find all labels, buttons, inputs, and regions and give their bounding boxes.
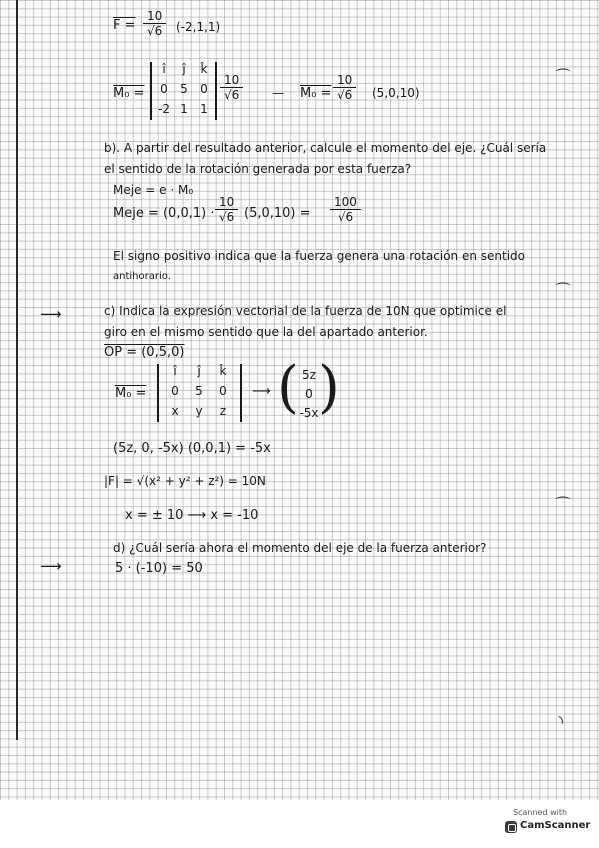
- m-cell: 1: [200, 102, 208, 116]
- c-cell: 0: [219, 384, 227, 398]
- part-c-op: OP = (0,5,0): [104, 345, 185, 360]
- moment-matrix: [154, 62, 214, 116]
- moment-result-den: √6: [333, 87, 356, 102]
- part-c-norm: |F| = √(x² + y² + z²) = 10N: [104, 474, 266, 488]
- c-cell: î: [173, 364, 177, 378]
- camscanner-text: CamScanner: [520, 820, 591, 831]
- part-c-dot-product: (5z, 0, -5x) (0,0,1) = -5x: [113, 441, 271, 456]
- moment-dash: —: [272, 86, 284, 100]
- force-vector: (-2,1,1): [176, 20, 221, 34]
- col-entry: -5x: [299, 406, 319, 420]
- c-cell: y: [195, 404, 203, 418]
- moment-result-fraction: [333, 73, 356, 102]
- scanned-with-text: Scanned with: [513, 808, 568, 817]
- det-left-bar: [150, 62, 152, 120]
- m-cell: ĵ: [182, 62, 186, 76]
- c-cell: x: [171, 404, 179, 418]
- m-cell: k̂: [200, 62, 208, 76]
- part-c-solve: x = ± 10 ⟶ x = -10: [125, 508, 259, 523]
- part-b-eq2-den: √6: [215, 209, 238, 224]
- m-cell: 1: [180, 102, 188, 116]
- moment-lhs: M₀ =: [113, 86, 145, 101]
- col-entry: 0: [305, 387, 313, 401]
- det-right-bar: [240, 364, 242, 422]
- moment-result-vector: (5,0,10): [372, 86, 420, 100]
- part-b-answer-line2: antihorario.: [113, 271, 171, 282]
- m-cell: 0: [200, 82, 208, 96]
- camscanner-logo-icon: [505, 821, 517, 833]
- margin-curl-mark: ⌒: [555, 281, 572, 300]
- m-cell: 5: [180, 82, 188, 96]
- part-d-answer: 5 · (-10) = 50: [115, 561, 203, 576]
- part-b-eq2-num: 10: [219, 195, 235, 209]
- moment-result-lhs: M₀ =: [300, 86, 332, 101]
- part-c-question-line1: c) Indica la expresión vectorial de la fuerza de 10N que optimice el: [104, 304, 507, 318]
- part-b-eq2-vector: (5,0,10) =: [244, 206, 311, 221]
- det-left-bar: [157, 364, 159, 422]
- margin-arrow-icon: ⟶: [40, 305, 62, 323]
- right-paren: ): [318, 355, 340, 420]
- margin-arrow-icon: ⟶: [40, 557, 62, 575]
- part-b-question-line1: b). A partir del resultado anterior, calcule el momento del eje. ¿Cuál sería: [104, 141, 547, 155]
- part-b-eq2-fraction: [215, 195, 238, 224]
- camscanner-badge: [503, 808, 591, 838]
- part-b-result-den: √6: [330, 209, 361, 224]
- margin-curl-mark: ⌒: [555, 495, 572, 514]
- moment-result-num: 10: [337, 73, 353, 87]
- margin-curl-mark: ◝: [553, 711, 567, 732]
- part-c-arrow-icon: ⟶: [252, 384, 271, 399]
- part-b-eq2-lhs: Meje = (0,0,1) ·: [113, 206, 215, 221]
- part-b-eq1: Meje = e · M₀: [113, 183, 194, 197]
- part-c-matrix: [163, 364, 235, 418]
- part-b-result-fraction: [330, 195, 361, 224]
- part-c-question-line2: giro en el mismo sentido que la del apartado anterior.: [104, 325, 428, 339]
- c-cell: ĵ: [197, 364, 201, 378]
- part-b-answer-line1: El signo positivo indica que la fuerza genera una rotación en sentido: [113, 249, 526, 263]
- force-den: √6: [143, 23, 166, 38]
- m-cell: -2: [158, 102, 170, 116]
- margin-line: [16, 0, 18, 740]
- c-cell: k̂: [219, 364, 227, 378]
- det-right-bar: [215, 62, 217, 120]
- m-cell: î: [162, 62, 166, 76]
- force-num: 10: [147, 9, 163, 23]
- left-paren: (: [277, 355, 299, 420]
- m-cell: 0: [160, 82, 168, 96]
- margin-curl-mark: ⌒: [555, 67, 572, 86]
- c-cell: z: [219, 404, 227, 418]
- part-d-question: d) ¿Cuál sería ahora el momento del eje de la fuerza anterior?: [113, 541, 487, 555]
- part-b-result-num: 100: [334, 195, 357, 209]
- c-cell: 0: [171, 384, 179, 398]
- force-fraction: [143, 9, 166, 38]
- part-c-m-lhs: M₀ =: [115, 386, 147, 401]
- col-entry: 5z: [302, 368, 316, 382]
- c-cell: 5: [195, 384, 203, 398]
- part-b-question-line2: el sentido de la rotación generada por esta fuerza?: [104, 162, 412, 176]
- force-lhs: F =: [113, 18, 136, 33]
- moment-coef: [220, 73, 243, 102]
- moment-coef-den: √6: [220, 87, 243, 102]
- moment-coef-num: 10: [224, 73, 240, 87]
